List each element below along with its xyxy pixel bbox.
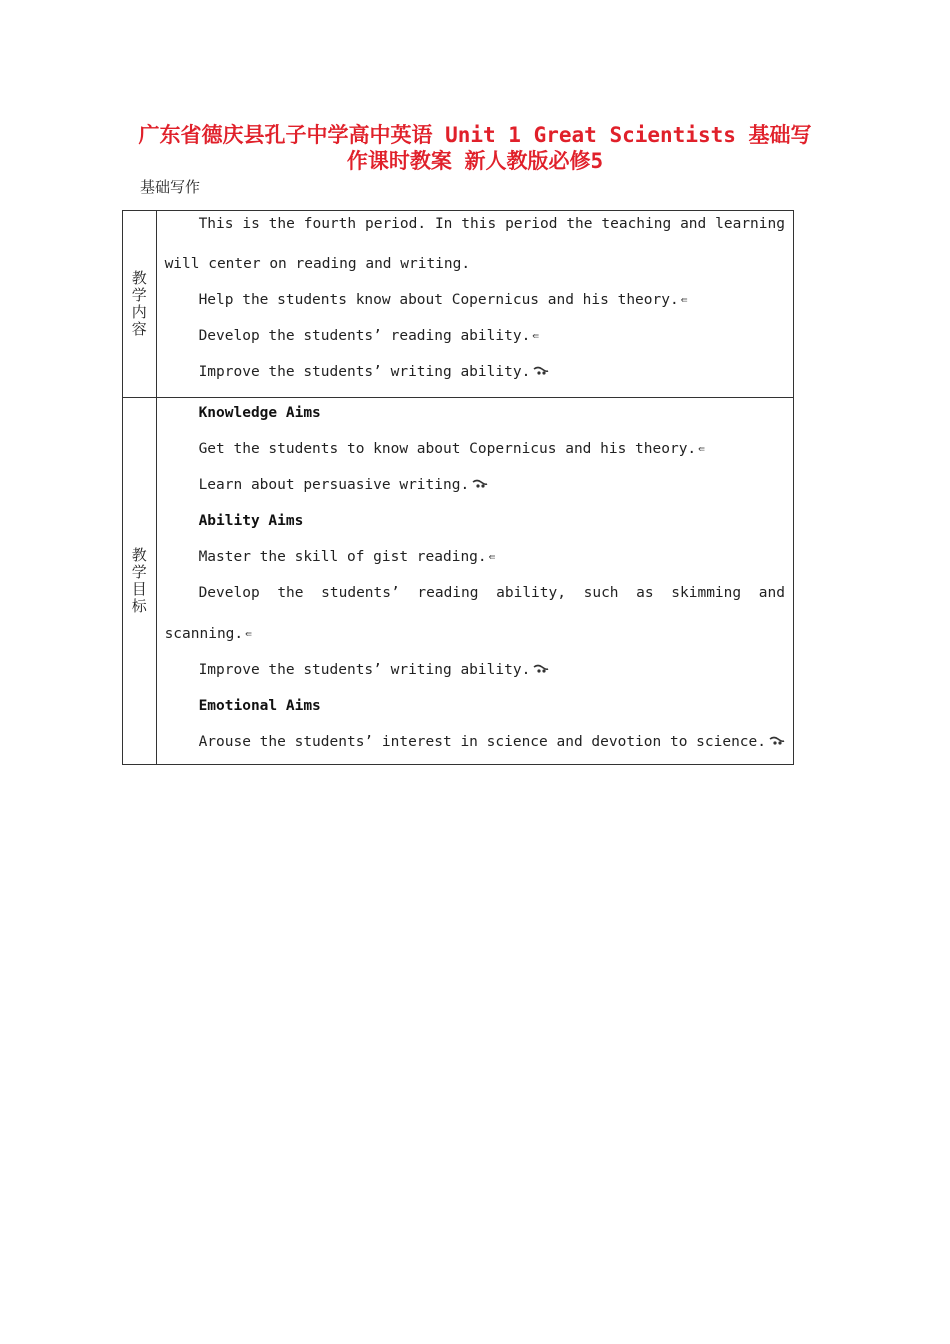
aims-label: 教学目标 — [131, 546, 147, 615]
content-label: 教学内容 — [131, 269, 147, 338]
paragraph-mark-icon: ⇚ — [698, 442, 705, 455]
title-line-1: 广东省德庆县孔子中学高中英语 Unit 1 Great Scientists 基础写 — [138, 123, 812, 147]
intro-line-2: will center on reading and writing. — [164, 256, 471, 272]
paragraph-curl-icon — [533, 359, 549, 385]
content-text-cell — [156, 211, 793, 398]
paragraph-mark-icon: ⇚ — [532, 329, 539, 342]
ability-aims-heading: Ability Aims — [198, 513, 304, 529]
knowledge-aims-heading: Knowledge Aims — [198, 405, 321, 421]
content-item-2: Develop the students’ reading ability. ⇚ — [165, 323, 785, 359]
paragraph-curl-icon — [533, 657, 549, 683]
paragraph-mark-icon: ⇚ — [680, 293, 688, 306]
emotional-item: Arouse the students’ interest in science and devotion to science. — [165, 729, 785, 759]
ability-item-1: Master the skill of gist reading. ⇚ — [165, 544, 785, 580]
aims-label-cell — [123, 398, 157, 765]
paragraph-curl-icon — [472, 472, 488, 498]
aims-text-cell — [156, 398, 793, 765]
content-item-1: Help the students know about Copernicus and his theory. ⇚ — [165, 287, 785, 323]
knowledge-item-2: Learn about persuasive writing. — [165, 472, 785, 508]
title-line-2: 作课时教案 新人教版必修5 — [346, 149, 604, 173]
paragraph-mark-icon: ⇚ — [488, 550, 496, 563]
ability-item-3: Improve the students’ writing ability. — [165, 657, 785, 693]
content-item-3: Improve the students’ writing ability. — [165, 359, 785, 395]
content-label-cell — [123, 211, 157, 398]
content-row — [123, 211, 794, 398]
intro-line-1: This is the fourth period. In this period the teaching and learning — [198, 216, 785, 232]
lesson-plan-table — [122, 210, 794, 765]
ability-item-2: Develop the students’ reading ability, such as skimming and — [198, 585, 785, 601]
document-subtitle: 基础写作 — [140, 178, 201, 196]
emotional-aims-heading: Emotional Aims — [198, 698, 321, 714]
document-title — [120, 122, 830, 174]
aims-row — [123, 398, 794, 765]
knowledge-item-1: Get the students to know about Copernicus and his theory. ⇚ — [165, 436, 785, 472]
ability-item-2-continued: scanning. ⇚ — [165, 621, 785, 657]
paragraph-curl-icon — [769, 729, 785, 755]
paragraph-mark-icon: ⇚ — [245, 627, 252, 640]
